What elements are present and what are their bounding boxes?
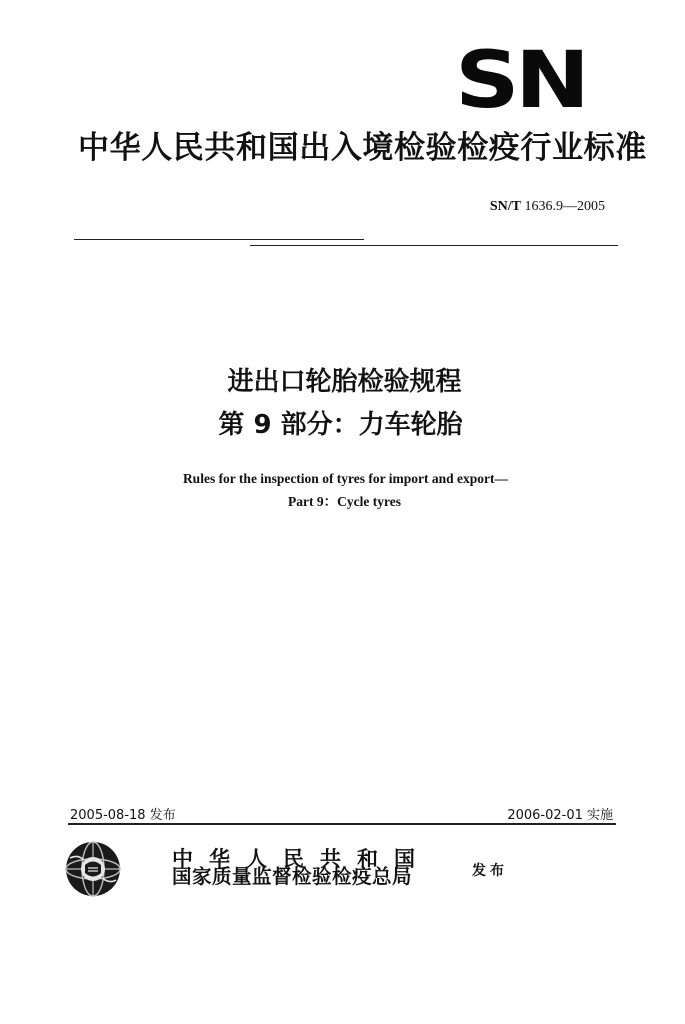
industry-standard-title: 中华人民共和国出入境检验检疫行业标准 [78, 130, 647, 166]
standard-number-value: 1636.9—2005 [524, 199, 605, 214]
standard-code: SN/T [489, 199, 521, 214]
footer-divider [68, 823, 616, 825]
publish-label: 发布 [472, 863, 508, 879]
header-divider-left [74, 239, 364, 240]
issue-date: 2005-08-18 发布 [70, 808, 176, 823]
issuer-country: 中华人民共和国 [172, 846, 431, 871]
standard-number [490, 199, 605, 215]
chinese-title-line-2: 第 9 部分：力车轮胎 [218, 410, 463, 440]
english-title-line-2: Part 9：Cycle tyres [288, 494, 401, 509]
english-title-line-1: Rules for the inspection of tyres for import and export— [182, 471, 509, 486]
implementation-date: 2006-02-01 实施 [507, 808, 613, 823]
header-divider-right [250, 245, 618, 246]
issuer-agency: 国家质量监督检验检疫总局 [172, 865, 413, 888]
chinese-title-line-1: 进出口轮胎检验规程 [227, 367, 462, 397]
agency-emblem-icon [64, 840, 122, 898]
sn-logo: SN [454, 36, 585, 126]
